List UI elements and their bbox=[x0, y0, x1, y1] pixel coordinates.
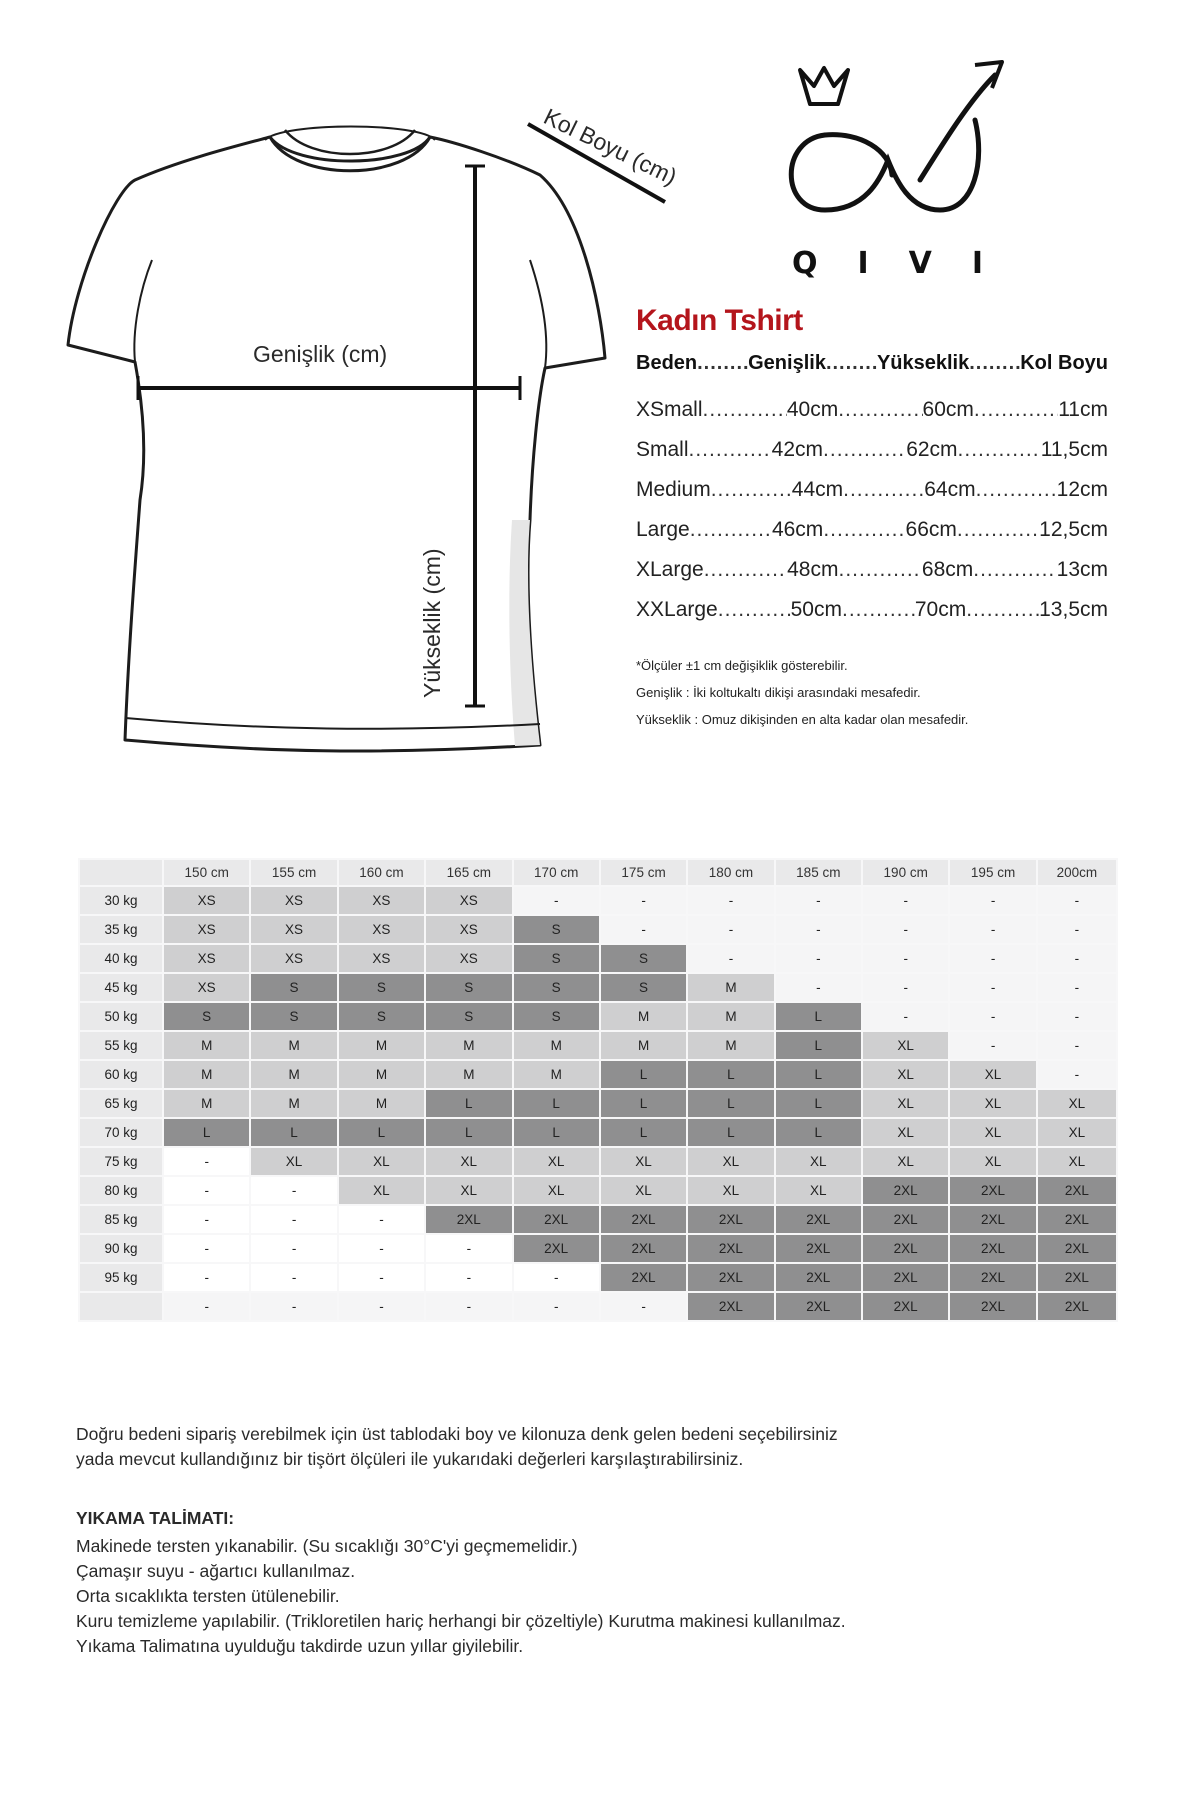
size-cell: XS bbox=[426, 945, 511, 972]
size-cell: - bbox=[950, 1032, 1035, 1059]
weight-label: 35 kg bbox=[80, 916, 162, 943]
size-cell: L bbox=[776, 1003, 861, 1030]
size-cell: S bbox=[601, 945, 686, 972]
size-cell: XS bbox=[251, 887, 336, 914]
size-cell: XL bbox=[1038, 1148, 1116, 1175]
size-cell: L bbox=[776, 1061, 861, 1088]
chart-row bbox=[80, 1235, 1116, 1262]
size-cell: - bbox=[863, 887, 948, 914]
size-cell: M bbox=[339, 1061, 424, 1088]
header-beden: Beden bbox=[636, 352, 698, 374]
height-header: 190 cm bbox=[863, 860, 948, 885]
size-cell: - bbox=[1038, 1003, 1116, 1030]
size-cell: XL bbox=[1038, 1090, 1116, 1117]
height-header: 175 cm bbox=[601, 860, 686, 885]
size-cell: M bbox=[251, 1090, 336, 1117]
height-header: 180 cm bbox=[688, 860, 773, 885]
size-cell: - bbox=[164, 1293, 249, 1320]
size-row: Small ..... 42cm ..... 62cm ..... 11,5cm bbox=[636, 438, 1108, 478]
header-kol-boyu: Kol Boyu bbox=[1020, 352, 1109, 374]
size-cell: XL bbox=[514, 1177, 599, 1204]
size-cell: - bbox=[950, 945, 1035, 972]
size-cell: - bbox=[863, 1003, 948, 1030]
size-cell: S bbox=[601, 974, 686, 1001]
size-cell: - bbox=[950, 887, 1035, 914]
size-row: XSmall ..... 40cm ..... 60cm ..... 11cm bbox=[636, 398, 1108, 438]
size-cell: XL bbox=[251, 1148, 336, 1175]
chart-row bbox=[80, 1119, 1116, 1146]
wash-item: Yıkama Talimatına uyulduğu takdirde uzun yıllar giyilebilir. bbox=[76, 1636, 524, 1656]
size-cell: S bbox=[339, 974, 424, 1001]
size-cell: S bbox=[251, 974, 336, 1001]
genislik-label: Genişlik (cm) bbox=[253, 341, 388, 367]
size-cell: XL bbox=[863, 1090, 948, 1117]
size-cell: - bbox=[1038, 1061, 1116, 1088]
size-cell: XL bbox=[514, 1148, 599, 1175]
size-cell: L bbox=[514, 1119, 599, 1146]
chart-row bbox=[80, 1293, 1116, 1320]
size-cell: - bbox=[863, 974, 948, 1001]
wash-item: Çamaşır suyu - ağartıcı kullanılmaz. bbox=[76, 1561, 356, 1581]
weight-label: 40 kg bbox=[80, 945, 162, 972]
size-cell: S bbox=[426, 974, 511, 1001]
size-cell: - bbox=[164, 1177, 249, 1204]
wash-instructions-list bbox=[76, 1534, 1156, 1659]
tshirt-collar-inner bbox=[285, 130, 415, 154]
size-cell: 2XL bbox=[601, 1235, 686, 1262]
header-yukseklik: Yükseklik bbox=[876, 352, 970, 374]
size-cell: - bbox=[950, 1003, 1035, 1030]
size-cell: 2XL bbox=[950, 1177, 1035, 1204]
size-cell: 2XL bbox=[776, 1264, 861, 1291]
size-cell: XL bbox=[426, 1177, 511, 1204]
size-cell: 2XL bbox=[514, 1235, 599, 1262]
note-tolerance: *Ölçüler ±1 cm değişiklik gösterebilir. bbox=[636, 658, 848, 673]
tshirt-shading bbox=[509, 520, 540, 746]
size-cell: - bbox=[251, 1235, 336, 1262]
size-cell: M bbox=[688, 1032, 773, 1059]
size-cell: M bbox=[251, 1061, 336, 1088]
size-cell: L bbox=[426, 1119, 511, 1146]
size-cell: - bbox=[776, 887, 861, 914]
weight-label: 65 kg bbox=[80, 1090, 162, 1117]
size-cell: M bbox=[514, 1061, 599, 1088]
height-header: 200cm bbox=[1038, 860, 1116, 885]
wash-instructions-title: YIKAMA TALİMATI: bbox=[76, 1508, 235, 1528]
size-cell: 2XL bbox=[776, 1206, 861, 1233]
size-cell: - bbox=[863, 945, 948, 972]
kol-boyu-label: Kol Boyu (cm) bbox=[539, 103, 682, 190]
size-cell: - bbox=[950, 974, 1035, 1001]
size-cell: - bbox=[164, 1235, 249, 1262]
size-cell: S bbox=[514, 1003, 599, 1030]
size-cell: - bbox=[601, 1293, 686, 1320]
size-cell: L bbox=[339, 1119, 424, 1146]
size-cell: - bbox=[776, 916, 861, 943]
size-cell: XS bbox=[164, 916, 249, 943]
size-cell: S bbox=[251, 1003, 336, 1030]
size-cell: M bbox=[601, 1003, 686, 1030]
size-cell: 2XL bbox=[426, 1206, 511, 1233]
size-cell: 2XL bbox=[950, 1293, 1035, 1320]
size-cell: 2XL bbox=[688, 1293, 773, 1320]
size-cell: - bbox=[339, 1206, 424, 1233]
size-cell: L bbox=[164, 1119, 249, 1146]
size-cell: L bbox=[601, 1061, 686, 1088]
size-cell: L bbox=[776, 1119, 861, 1146]
weight-label: 50 kg bbox=[80, 1003, 162, 1030]
size-cell: 2XL bbox=[863, 1206, 948, 1233]
size-cell: - bbox=[251, 1206, 336, 1233]
size-cell: - bbox=[164, 1206, 249, 1233]
size-chart-table bbox=[78, 858, 1118, 1322]
size-cell: - bbox=[601, 887, 686, 914]
intro-text bbox=[76, 1422, 1136, 1472]
chart-row bbox=[80, 1148, 1116, 1175]
size-cell: XS bbox=[339, 887, 424, 914]
size-cell: XS bbox=[339, 945, 424, 972]
intro-line: yada mevcut kullandığınız bir tişört ölçüleri ile yukarıdaki değerleri karşılaştırabilirsiniz. bbox=[76, 1449, 744, 1469]
size-cell: 2XL bbox=[863, 1293, 948, 1320]
size-row: XXLarge ..... 50cm ..... 70cm ..... 13,5cm bbox=[636, 598, 1108, 638]
size-cell: - bbox=[164, 1148, 249, 1175]
size-cell: 2XL bbox=[1038, 1206, 1116, 1233]
size-cell: - bbox=[1038, 945, 1116, 972]
tshirt-diagram bbox=[60, 100, 690, 770]
size-cell: - bbox=[863, 916, 948, 943]
wash-item: Makinede tersten yıkanabilir. (Su sıcaklığı 30°C'yi geçmemelidir.) bbox=[76, 1536, 578, 1556]
size-cell: - bbox=[1038, 916, 1116, 943]
size-cell: XS bbox=[164, 887, 249, 914]
size-cell: - bbox=[1038, 974, 1116, 1001]
size-cell: - bbox=[426, 1264, 511, 1291]
size-cell: 2XL bbox=[688, 1206, 773, 1233]
size-cell: L bbox=[514, 1090, 599, 1117]
weight-label: 85 kg bbox=[80, 1206, 162, 1233]
size-cell: XL bbox=[950, 1148, 1035, 1175]
size-cell: S bbox=[514, 916, 599, 943]
size-cell: - bbox=[514, 887, 599, 914]
size-cell: L bbox=[251, 1119, 336, 1146]
brand-name: QIVI bbox=[792, 246, 1024, 281]
weight-label: 45 kg bbox=[80, 974, 162, 1001]
weight-label: 80 kg bbox=[80, 1177, 162, 1204]
size-row: Medium ..... 44cm ..... 64cm ..... 12cm bbox=[636, 478, 1108, 518]
size-cell: L bbox=[776, 1032, 861, 1059]
size-cell: L bbox=[776, 1090, 861, 1117]
size-cell: 2XL bbox=[950, 1235, 1035, 1262]
size-cell: - bbox=[688, 887, 773, 914]
weight-label: 75 kg bbox=[80, 1148, 162, 1175]
height-header: 150 cm bbox=[164, 860, 249, 885]
size-cell: - bbox=[950, 916, 1035, 943]
size-cell: 2XL bbox=[688, 1264, 773, 1291]
size-cell: - bbox=[339, 1264, 424, 1291]
size-cell: L bbox=[601, 1090, 686, 1117]
height-header: 170 cm bbox=[514, 860, 599, 885]
yukseklik-label: Yükseklik (cm) bbox=[419, 548, 445, 698]
size-cell: XL bbox=[950, 1119, 1035, 1146]
size-cell: XL bbox=[426, 1148, 511, 1175]
size-cell: 2XL bbox=[776, 1235, 861, 1262]
size-cell: 2XL bbox=[950, 1206, 1035, 1233]
size-cell: - bbox=[339, 1235, 424, 1262]
size-cell: L bbox=[601, 1119, 686, 1146]
size-cell: XL bbox=[601, 1148, 686, 1175]
size-cell: XS bbox=[251, 945, 336, 972]
size-cell: 2XL bbox=[514, 1206, 599, 1233]
size-cell: XS bbox=[251, 916, 336, 943]
size-cell: - bbox=[251, 1177, 336, 1204]
weight-label: 30 kg bbox=[80, 887, 162, 914]
chart-row bbox=[80, 974, 1116, 1001]
note-genislik: Genişlik : İki koltukaltı dikişi arasındaki mesafedir. bbox=[636, 685, 921, 700]
size-cell: M bbox=[164, 1090, 249, 1117]
measurement-notes bbox=[636, 652, 968, 733]
size-cell: XL bbox=[1038, 1119, 1116, 1146]
size-cell: 2XL bbox=[1038, 1177, 1116, 1204]
intro-line: Doğru bedeni sipariş verebilmek için üst tablodaki boy ve kilonuza denk gelen bedeni seçebilirsiniz bbox=[76, 1424, 838, 1444]
header-genislik: Genişlik bbox=[748, 352, 826, 374]
size-cell: - bbox=[514, 1264, 599, 1291]
size-cell: 2XL bbox=[688, 1235, 773, 1262]
size-cell: M bbox=[164, 1061, 249, 1088]
size-cell: XL bbox=[863, 1061, 948, 1088]
size-row: XLarge ..... 48cm ..... 68cm ..... 13cm bbox=[636, 558, 1108, 598]
size-cell: XL bbox=[688, 1148, 773, 1175]
size-cell: M bbox=[601, 1032, 686, 1059]
size-cell: M bbox=[688, 1003, 773, 1030]
size-cell: XL bbox=[863, 1119, 948, 1146]
crown-icon bbox=[800, 68, 848, 104]
chart-row bbox=[80, 1264, 1116, 1291]
height-header: 195 cm bbox=[950, 860, 1035, 885]
weight-label bbox=[80, 1293, 162, 1320]
size-cell: XL bbox=[950, 1090, 1035, 1117]
size-cell: M bbox=[426, 1032, 511, 1059]
size-cell: - bbox=[426, 1235, 511, 1262]
size-cell: XL bbox=[776, 1148, 861, 1175]
size-cell: M bbox=[339, 1032, 424, 1059]
size-cell: XL bbox=[601, 1177, 686, 1204]
size-cell: - bbox=[688, 916, 773, 943]
chart-row bbox=[80, 1003, 1116, 1030]
size-cell: - bbox=[776, 974, 861, 1001]
height-header: 185 cm bbox=[776, 860, 861, 885]
size-cell: 2XL bbox=[1038, 1293, 1116, 1320]
chart-row bbox=[80, 1177, 1116, 1204]
size-cell: 2XL bbox=[950, 1264, 1035, 1291]
size-cell: M bbox=[339, 1090, 424, 1117]
height-header: 165 cm bbox=[426, 860, 511, 885]
size-cell: - bbox=[776, 945, 861, 972]
chart-row bbox=[80, 1090, 1116, 1117]
size-cell: - bbox=[339, 1293, 424, 1320]
size-cell: S bbox=[514, 945, 599, 972]
corner-cell bbox=[80, 860, 162, 885]
size-cell: S bbox=[426, 1003, 511, 1030]
size-cell: L bbox=[688, 1061, 773, 1088]
size-cell: XL bbox=[688, 1177, 773, 1204]
size-cell: M bbox=[164, 1032, 249, 1059]
size-cell: XL bbox=[339, 1148, 424, 1175]
size-cell: S bbox=[164, 1003, 249, 1030]
size-table-title: Kadın Tshirt bbox=[636, 304, 803, 337]
chart-row bbox=[80, 1206, 1116, 1233]
weight-label: 60 kg bbox=[80, 1061, 162, 1088]
chart-row bbox=[80, 916, 1116, 943]
size-cell: - bbox=[1038, 1032, 1116, 1059]
size-cell: 2XL bbox=[601, 1264, 686, 1291]
chart-row bbox=[80, 945, 1116, 972]
height-header: 160 cm bbox=[339, 860, 424, 885]
size-cell: M bbox=[251, 1032, 336, 1059]
size-cell: - bbox=[251, 1293, 336, 1320]
weight-label: 70 kg bbox=[80, 1119, 162, 1146]
chart-row bbox=[80, 887, 1116, 914]
size-cell: 2XL bbox=[776, 1293, 861, 1320]
height-weight-size-chart bbox=[78, 858, 1118, 1328]
size-cell: XL bbox=[776, 1177, 861, 1204]
size-cell: 2XL bbox=[1038, 1235, 1116, 1262]
size-cell: XS bbox=[164, 974, 249, 1001]
size-cell: - bbox=[601, 916, 686, 943]
size-cell: M bbox=[688, 974, 773, 1001]
size-cell: M bbox=[514, 1032, 599, 1059]
size-cell: 2XL bbox=[601, 1206, 686, 1233]
size-cell: XS bbox=[426, 887, 511, 914]
size-cell: XL bbox=[863, 1148, 948, 1175]
wash-item: Orta sıcaklıkta tersten ütülenebilir. bbox=[76, 1586, 340, 1606]
size-cell: S bbox=[514, 974, 599, 1001]
weight-label: 95 kg bbox=[80, 1264, 162, 1291]
size-cell: - bbox=[251, 1264, 336, 1291]
size-cell: - bbox=[164, 1264, 249, 1291]
size-cell: XL bbox=[950, 1061, 1035, 1088]
size-measurement-table bbox=[636, 352, 1108, 638]
size-cell: - bbox=[514, 1293, 599, 1320]
size-cell: XL bbox=[863, 1032, 948, 1059]
size-cell: - bbox=[426, 1293, 511, 1320]
size-cell: L bbox=[426, 1090, 511, 1117]
chart-row bbox=[80, 1032, 1116, 1059]
note-yukseklik: Yükseklik : Omuz dikişinden en alta kadar olan mesafedir. bbox=[636, 712, 969, 727]
size-cell: S bbox=[339, 1003, 424, 1030]
size-cell: - bbox=[688, 945, 773, 972]
size-cell: 2XL bbox=[863, 1177, 948, 1204]
size-cell: XS bbox=[164, 945, 249, 972]
wash-item: Kuru temizleme yapılabilir. (Trikloretilen hariç herhangi bir çözeltiyle) Kurutma makinesi kullanılmaz. bbox=[76, 1611, 846, 1631]
chart-row bbox=[80, 1061, 1116, 1088]
size-cell: - bbox=[1038, 887, 1116, 914]
weight-label: 90 kg bbox=[80, 1235, 162, 1262]
size-cell: 2XL bbox=[1038, 1264, 1116, 1291]
size-table-header bbox=[636, 352, 1108, 398]
size-cell: M bbox=[426, 1061, 511, 1088]
size-cell: XS bbox=[339, 916, 424, 943]
size-cell: XS bbox=[426, 916, 511, 943]
size-row: Large ..... 46cm ..... 66cm ..... 12,5cm bbox=[636, 518, 1108, 558]
height-header: 155 cm bbox=[251, 860, 336, 885]
size-cell: 2XL bbox=[863, 1264, 948, 1291]
size-cell: L bbox=[688, 1119, 773, 1146]
size-cell: L bbox=[688, 1090, 773, 1117]
weight-label: 55 kg bbox=[80, 1032, 162, 1059]
size-cell: XL bbox=[339, 1177, 424, 1204]
size-cell: 2XL bbox=[863, 1235, 948, 1262]
